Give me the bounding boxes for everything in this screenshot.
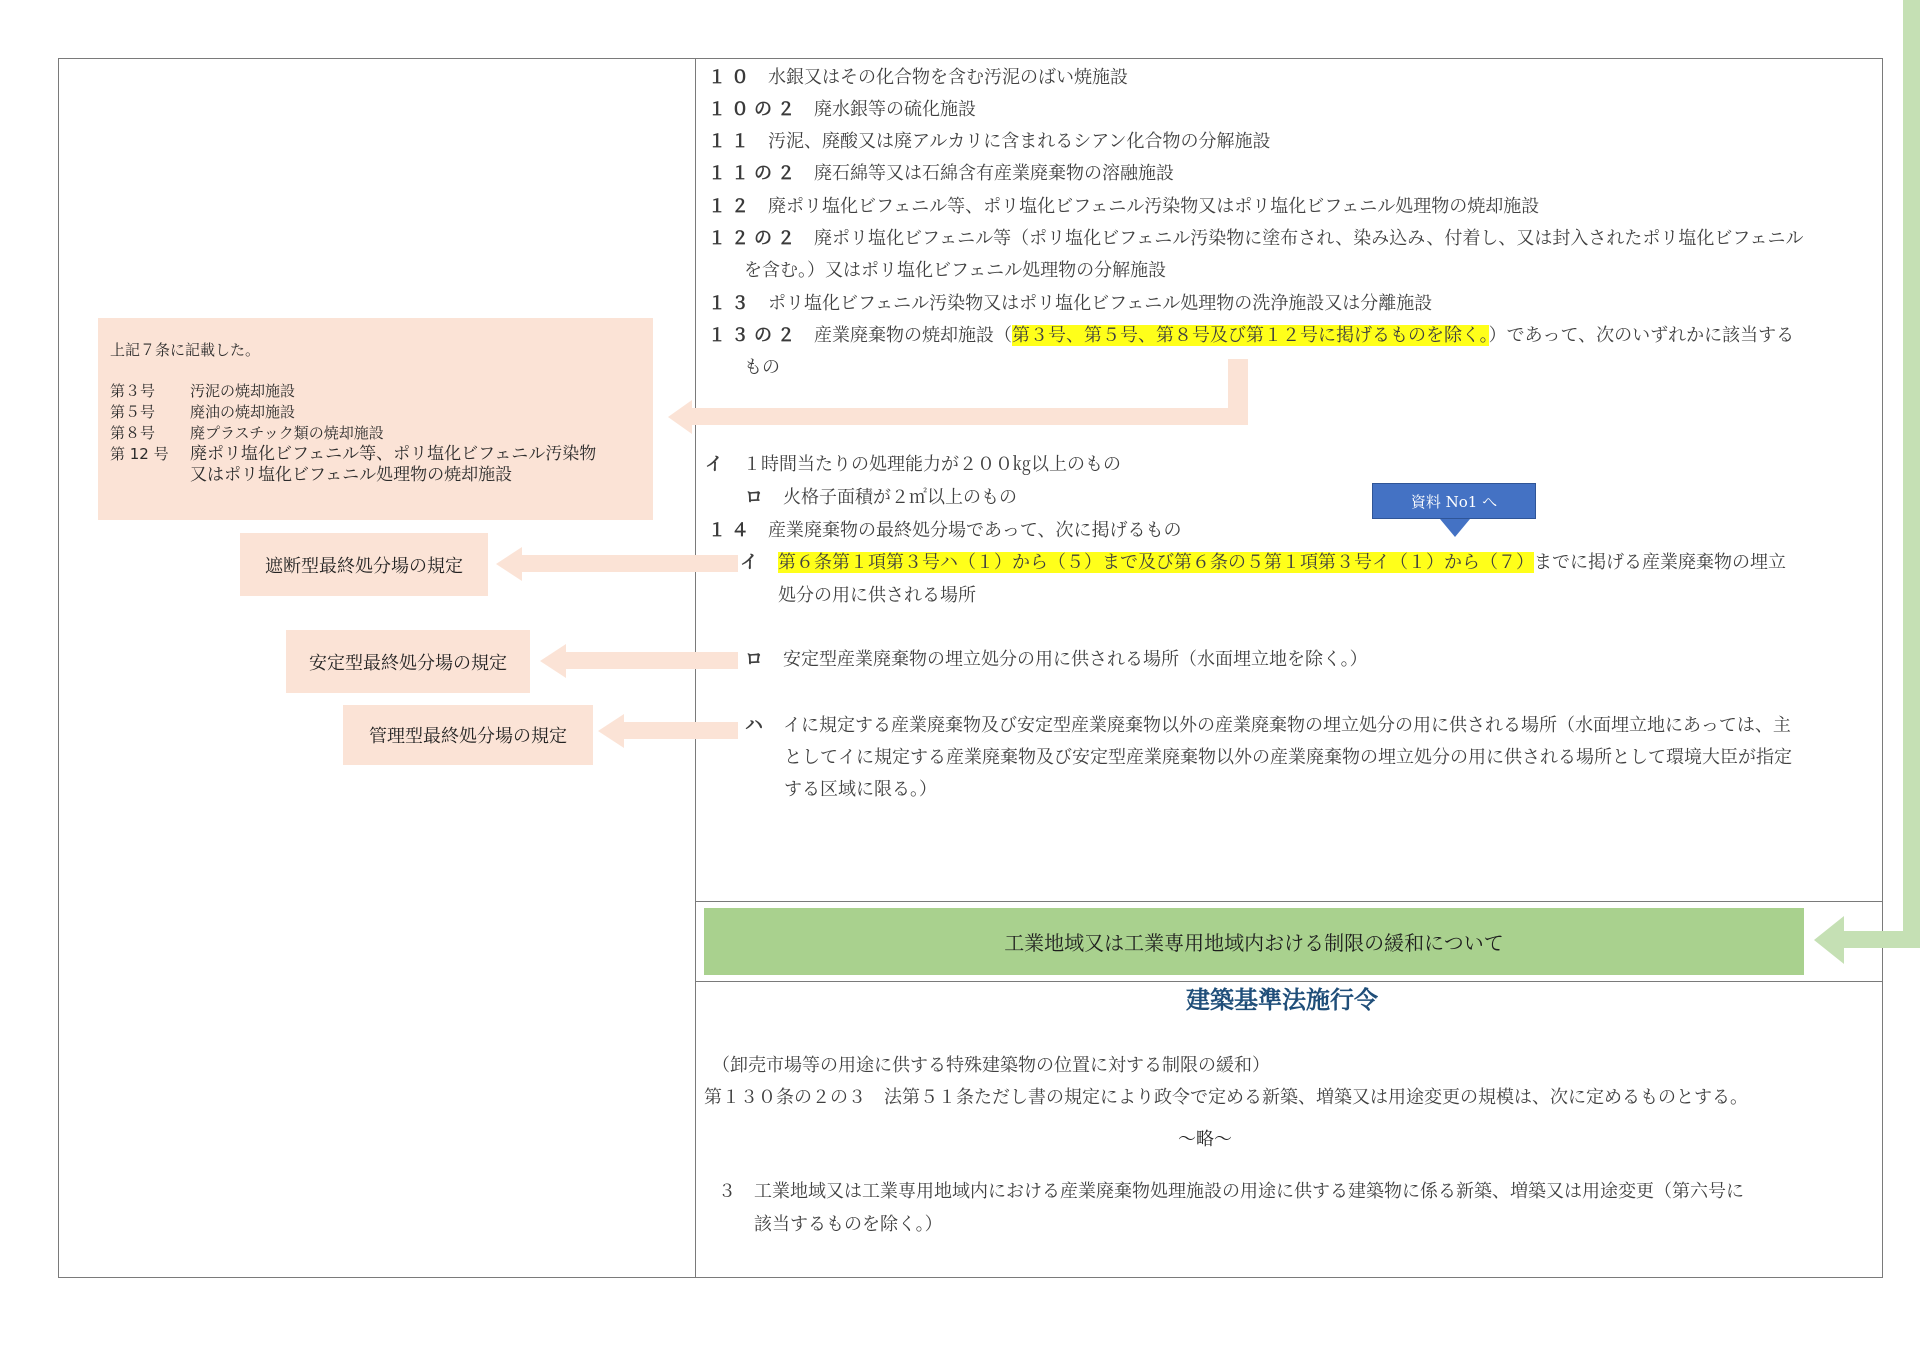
highlighted-text: 第６条第１項第３号ハ（１）から（５）まで及び第６条の５第１項第３号イ（１）から（７） [778,552,1534,573]
law-caption: （卸売市場等の用途に供する特殊建築物の位置に対する制限の緩和） [712,1055,1270,1076]
item-14-ro [745,644,1368,676]
sub-label: ハ [745,715,763,736]
note-box [98,318,653,520]
arrow-head-shadan [496,547,522,581]
note-value: 廃プラスチック類の焼却施設 [190,424,384,442]
item-14-ha-line3: する区域に限る。） [784,779,937,800]
note-key: 第 12 号 [110,445,169,463]
item-14-ha-line2: としてイに規定する産業廃棄物及び安定型産業廃棄物以外の産業廃棄物の埋立処分の用に供される場所として環境大臣が指定 [784,747,1792,768]
item-11 [708,126,1271,158]
green-connector-vertical [1903,0,1920,948]
note-row [110,402,641,423]
item-12-2 [708,223,1803,255]
sub-text-post: までに掲げる産業廃棄物の埋立 [1534,552,1786,573]
item-text: 水銀又はその化合物を含む汚泥のばい焼施設 [768,67,1128,88]
arrow-body-kanri [624,722,738,739]
item-number: １２ [708,196,754,217]
green-arrow-head [1814,916,1844,964]
item-12 [708,191,1539,223]
item-11-2 [708,158,1174,190]
section-heading-bar: 工業地域又は工業専用地域内おける制限の緩和について [704,908,1804,975]
item-number: １３ [708,293,754,314]
sub-item-i [705,449,1121,481]
note-row [110,444,641,465]
arrow-body-antei [566,652,738,669]
note-row [110,381,641,402]
item-text: 廃石綿等又は石綿含有産業廃棄物の溶融施設 [814,163,1174,184]
item-number: １０ [708,67,754,88]
sub-label: ロ [745,487,763,508]
sub-text: １時間当たりの処理能力が２００㎏以上のもの [743,454,1121,475]
item-10 [708,62,1128,94]
arrow-connector-horizontal [690,408,1248,425]
sub-text: 安定型産業廃棄物の埋立処分の用に供される場所（水面埋立地を除く。） [783,649,1368,670]
item-number: １２の２ [708,228,800,249]
law-paragraph-3-continuation: 該当するものを除く。） [754,1214,943,1235]
law-article: 第１３０条の２の３ 法第５１条ただし書の規定により政令で定める新築、増築又は用途変更の規模は、次に定めるものとする。 [704,1087,1748,1108]
label-kanri-landfill: 管理型最終処分場の規定 [343,705,593,765]
item-number: １１の２ [708,163,800,184]
item-12-2-continuation: を含む。）又はポリ塩化ビフェニル処理物の分解施設 [744,260,1167,281]
item-14-i-continuation: 処分の用に供される場所 [778,585,976,606]
item-13-2-continuation: もの [744,357,780,378]
item-text: 廃ポリ塩化ビフェニル等（ポリ塩化ビフェニル汚染物に塗布され、染み込み、付着し、又は封入されたポリ塩化ビフェニル [814,228,1804,249]
item-14-i [740,547,1786,579]
green-connector-horizontal [1842,931,1920,948]
item-text: 汚泥、廃酸又は廃アルカリに含まれるシアン化合物の分解施設 [768,131,1271,152]
item-13-2 [708,320,1794,352]
item-text: 廃ポリ塩化ビフェニル等、ポリ塩化ビフェニル汚染物又はポリ塩化ビフェニル処理物の焼却施設 [768,196,1540,217]
arrow-head-left [668,400,692,434]
arrow-head-antei [540,644,566,678]
note-value: 汚泥の焼却施設 [190,382,296,400]
sub-item-ro [745,482,1017,514]
item-text: ポリ塩化ビフェニル汚染物又はポリ塩化ビフェニル処理物の洗浄施設又は分離施設 [768,293,1433,314]
reference-callout: 資料 No1 へ [1372,483,1536,519]
item-10-2 [708,94,976,126]
note-value: 廃油の焼却施設 [190,403,296,421]
arrow-body-shadan [520,555,738,572]
arrow-head-kanri [598,714,624,748]
sub-text: 火格子面積が２㎡以上のもの [783,487,1017,508]
sub-label: ロ [745,649,763,670]
note-key: 第８号 [110,424,156,442]
item-text-pre: 産業廃棄物の焼却施設（ [814,325,1012,346]
sub-label: イ [740,552,758,573]
highlighted-text: 第３号、第５号、第８号及び第１２号に掲げるものを除く。 [1012,325,1489,346]
note-intro: 上記７条に記載した。 [110,341,261,359]
law-paragraph-3: ３ 工業地域又は工業専用地域内における産業廃棄物処理施設の用途に供する建築物に係る新築、増築又は用途変更（第六号に [718,1181,1744,1202]
omission-mark: ～略～ [1178,1129,1232,1150]
section-divider-top [695,901,1883,902]
note-key: 第３号 [110,382,156,400]
note-row [110,423,641,444]
item-number: １０の２ [708,99,800,120]
law-title: 建築基準法施行令 [1186,985,1378,1014]
item-14-ha [745,710,1791,742]
item-number: １３の２ [708,325,800,346]
sub-text: イに規定する産業廃棄物及び安定型産業廃棄物以外の産業廃棄物の埋立処分の用に供される場所（水面埋立地にあっては、主 [783,715,1791,736]
label-shadan-landfill: 遮断型最終処分場の規定 [240,533,488,596]
note-value-continuation: 又はポリ塩化ビフェニル処理物の焼却施設 [190,465,513,485]
note-value: 廃ポリ塩化ビフェニル等、ポリ塩化ビフェニル汚染物 [190,444,597,464]
item-text: 産業廃棄物の最終処分場であって、次に掲げるもの [768,520,1182,541]
item-14 [708,515,1181,547]
item-text: 廃水銀等の硫化施設 [814,99,976,120]
note-key: 第５号 [110,403,156,421]
item-number: １１ [708,131,754,152]
callout-pointer [1440,519,1470,537]
item-number: １４ [708,520,754,541]
item-text-post: ）であって、次のいずれかに該当する [1488,325,1795,346]
item-13 [708,288,1432,320]
label-antei-landfill: 安定型最終処分場の規定 [286,630,530,693]
sub-label: イ [705,454,723,475]
